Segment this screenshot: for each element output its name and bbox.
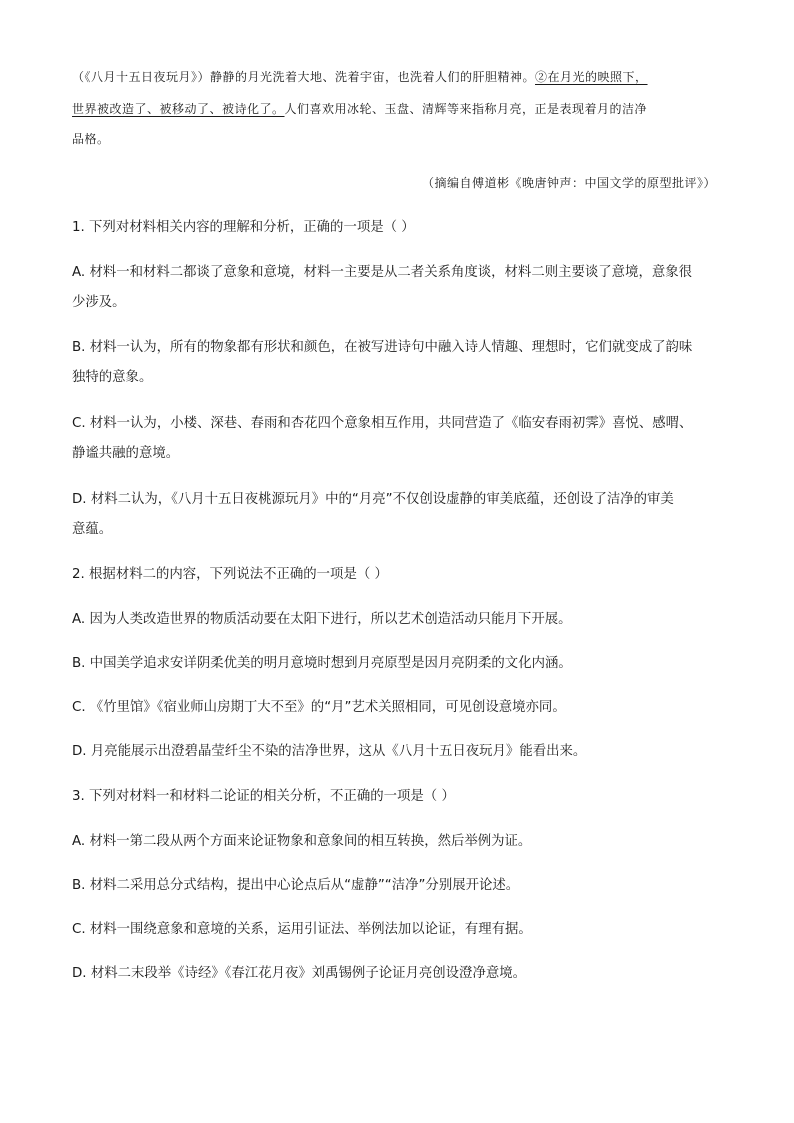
question-2-option-a: A. 因为人类改造世界的物质活动要在太阳下进行，所以艺术创造活动只能月下开展。 bbox=[72, 612, 572, 627]
question-3-option-c: C. 材料一围绕意象和意境的关系，运用引证法、举例法加以论证，有理有据。 bbox=[72, 922, 532, 937]
question-1-option-d-line-1: D. 材料二认为，《八月十五日夜桃源玩月》中的“月亮”不仅创设虚静的审美底蕴，还创设了洁净的审美 bbox=[72, 492, 674, 507]
question-3-stem: 3. 下列对材料一和材料二论证的相关分析，不正确的一项是（ ） bbox=[72, 789, 455, 804]
question-2-option-b: B. 中国美学追求安详阴柔优美的明月意境时想到月亮原型是因月亮阴柔的文化内涵。 bbox=[72, 656, 572, 671]
passage-line-1 bbox=[72, 62, 740, 92]
question-1-option-b-line-1: B. 材料一认为，所有的物象都有形状和颜色，在被写进诗句中融入诗人情趣、理想时，它们就变成了韵味 bbox=[72, 340, 693, 355]
question-3-option-a: A. 材料一第二段从两个方面来论证物象和意象间的相互转换，然后举例为证。 bbox=[72, 834, 532, 849]
question-2-option-c: C. 《竹里馆》《宿业师山房期丁大不至》的“月”艺术关照相同，可见创设意境亦同。 bbox=[72, 700, 566, 715]
question-1-option-c-line-2: 静谧共融的意境。 bbox=[72, 446, 180, 461]
source-citation: （摘编自傅道彬《晚唐钟声：中国文学的原型批评》） bbox=[421, 176, 716, 190]
passage-underlined-sentence-start: ②在月光的映照下， bbox=[535, 70, 648, 84]
passage-underlined-sentence-end: 世界被改造了、被移动了、被诗化了。 bbox=[72, 102, 285, 116]
question-1-option-a-line-1: A. 材料一和材料二都谈了意象和意境，材料一主要是从二者关系角度谈，材料二则主要谈了意境，意象很 bbox=[72, 265, 693, 280]
question-1-option-c-line-1: C. 材料一认为，小楼、深巷、春雨和杏花四个意象相互作用，共同营造了《临安春雨初霁》喜悦、感喟、 bbox=[72, 416, 693, 431]
question-1-option-a-line-2: 少涉及。 bbox=[72, 295, 126, 310]
question-1-stem: 1. 下列对材料相关内容的理解和分析，正确的一项是（ ） bbox=[72, 220, 415, 235]
passage-line-2 bbox=[72, 94, 740, 124]
question-2-option-d: D. 月亮能展示出澄碧晶莹纤尘不染的洁净世界，这从《八月十五日夜玩月》能看出来。 bbox=[72, 744, 587, 759]
question-2-stem: 2. 根据材料二的内容，下列说法不正确的一项是（ ） bbox=[72, 567, 388, 582]
question-1-option-b-line-2: 独特的意象。 bbox=[72, 370, 153, 385]
question-1-option-d-line-2: 意蕴。 bbox=[72, 522, 113, 537]
question-3-option-d: D. 材料二末段举《诗经》《春江花月夜》刘禹锡例子论证月亮创设澄净意境。 bbox=[72, 966, 527, 981]
passage-line-1-text: （《八月十五日夜玩月》）静静的月光洗着大地、洗着宇宙，也洗着人们的肝胆精神。 bbox=[72, 70, 536, 84]
passage-line-2-text: 人们喜欢用冰轮、玉盘、清辉等来指称月亮，正是表现着月的洁净 bbox=[284, 102, 648, 116]
question-3-option-b: B. 材料二采用总分式结构，提出中心论点后从“虚静”“洁净”分别展开论述。 bbox=[72, 878, 520, 893]
passage-line-3 bbox=[72, 124, 740, 154]
passage-line-3-text: 品格。 bbox=[72, 132, 110, 146]
